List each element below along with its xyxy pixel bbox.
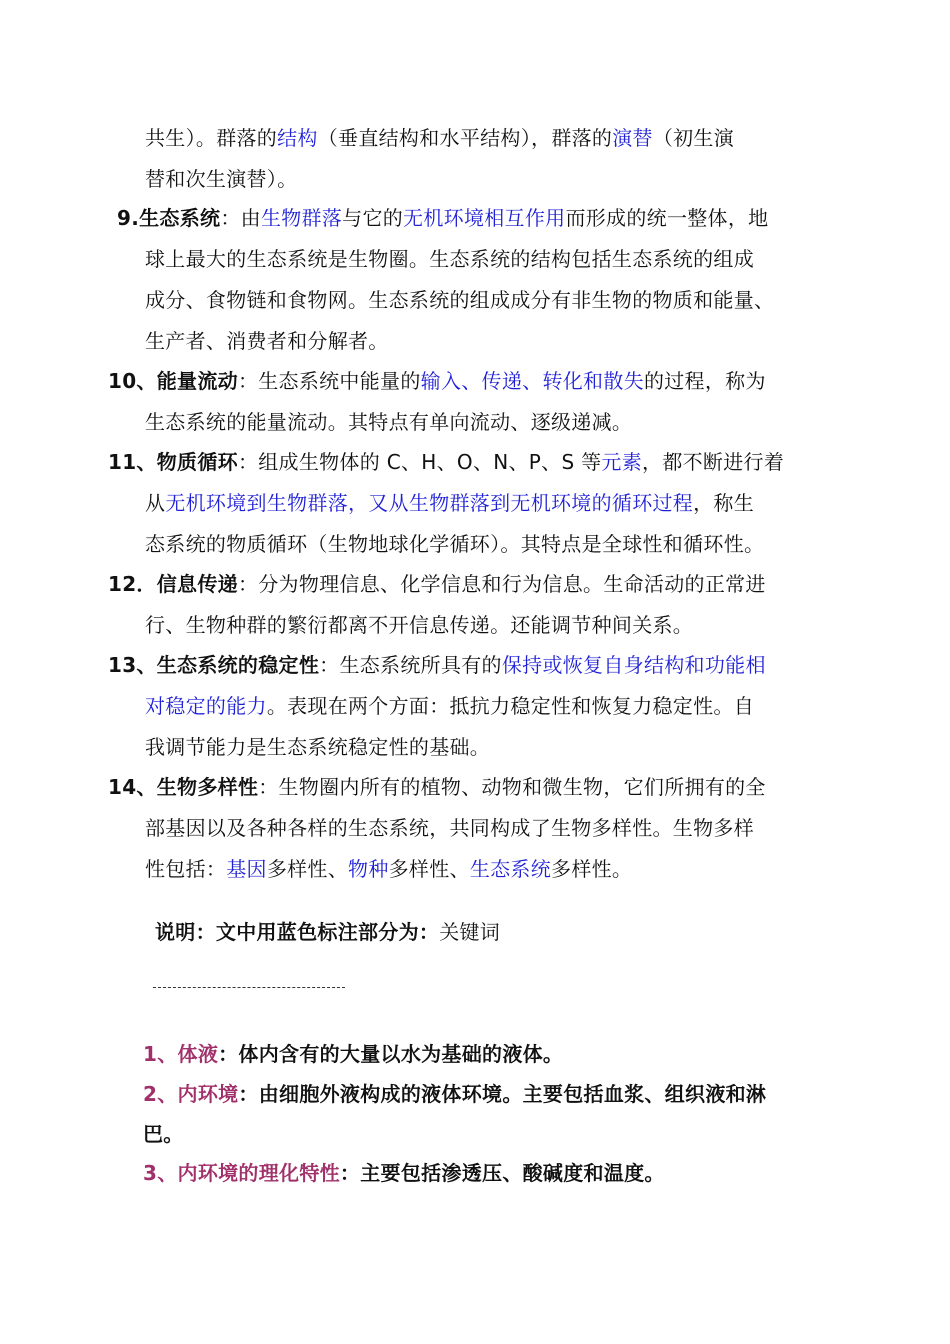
term-heading: 2、内环境 [143, 1082, 239, 1106]
keyword-highlight: 元素 [601, 450, 643, 474]
term-heading: 1、体液 [143, 1042, 219, 1066]
text-line [145, 489, 754, 517]
text-segment: ：生物圈内所有的植物、动物和微生物，它们所拥有的全 [258, 775, 766, 799]
text-segment: 态系统的物质循环（生物地球化学循环）。其特点是全球性和循环性。 [145, 532, 765, 556]
text-line [143, 1159, 665, 1187]
text-segment: 我调节能力是生态系统稳定性的基础。 [145, 735, 491, 759]
keyword-highlight: 结构 [277, 126, 318, 150]
text-line [145, 692, 754, 720]
text-segment: 与它的 [342, 206, 404, 230]
text-line [145, 124, 734, 152]
text-line [145, 327, 389, 355]
text-segment: ，都不断进行着 [642, 450, 785, 474]
text-segment: 共生）。群落的 [145, 126, 278, 150]
text-line [155, 918, 500, 946]
text-line [145, 408, 632, 436]
text-line [117, 204, 768, 232]
text-line [145, 165, 297, 193]
keyword-highlight: 生态系统 [469, 857, 552, 881]
text-segment: 关键词 [439, 920, 501, 944]
keyword-highlight: 基因 [226, 857, 267, 881]
text-line [108, 651, 766, 679]
text-segment: 性包括： [145, 857, 227, 881]
keyword-highlight: 对稳定的能力 [145, 694, 267, 718]
keyword-highlight: 无机环境相互作用 [403, 206, 566, 230]
text-line [108, 773, 766, 801]
text-segment: 部基因以及各种各样的生态系统，共同构成了生物多样性。生物多样 [145, 816, 754, 840]
text-segment: 行、生物种群的繁衍都离不开信息传递。还能调节种间关系。 [145, 613, 694, 637]
text-line [145, 611, 693, 639]
term-heading: 说明：文中用蓝色标注部分为： [155, 920, 440, 944]
keyword-highlight: 物种 [348, 857, 389, 881]
keyword-highlight: 生物群落 [260, 206, 343, 230]
text-segment: 而形成的统一整体，地 [565, 206, 769, 230]
keyword-highlight: 无机环境到生物群落，又从生物群落到无机环境的循环过程 [165, 491, 694, 515]
term-heading: 11、物质循环 [108, 450, 238, 474]
text-segment: 的过程，称为 [643, 369, 766, 393]
text-segment: （垂直结构和水平结构），群落的 [317, 126, 613, 150]
text-line [145, 814, 754, 842]
text-segment: 生态系统的能量流动。其特点有单向流动、逐级递减。 [145, 410, 633, 434]
keyword-highlight: 保持或恢复自身结构和功能相 [501, 653, 766, 677]
text-segment: 多样性、 [388, 857, 470, 881]
term-heading: 13、生态系统的稳定性 [108, 653, 320, 677]
term-heading: 14、生物多样性 [108, 775, 259, 799]
keyword-highlight: 演替 [612, 126, 653, 150]
text-segment: ：由 [220, 206, 261, 230]
term-heading: ：体内含有的大量以水为基础的液体。 [218, 1042, 564, 1066]
section-divider [153, 987, 345, 988]
text-segment: 多样性。 [551, 857, 633, 881]
text-segment: ，称生 [693, 491, 755, 515]
text-segment: ：组成生物体的 C、H、O、N、P、S 等 [237, 450, 602, 474]
keyword-highlight: 输入、传递、转化和散失 [420, 369, 644, 393]
text-line [145, 855, 632, 883]
text-line [108, 448, 784, 476]
term-heading: ：主要包括渗透压、酸碱度和温度。 [339, 1161, 665, 1185]
text-segment: ：生态系统中能量的 [237, 369, 421, 393]
term-heading: 3、内环境的理化特性 [143, 1161, 340, 1185]
term-heading: 10、能量流动 [108, 369, 238, 393]
text-line [145, 733, 490, 761]
text-segment: ：生态系统所具有的 [319, 653, 502, 677]
text-segment: 从 [145, 491, 166, 515]
term-heading: 9.生态系统 [117, 206, 221, 230]
text-segment: 球上最大的生态系统是生物圈。生态系统的结构包括生态系统的组成 [145, 247, 754, 271]
term-heading: 12．信息传递 [108, 572, 238, 596]
text-line [143, 1080, 766, 1108]
text-segment: 。表现在两个方面：抵抗力稳定性和恢复力稳定性。自 [266, 694, 755, 718]
text-line [108, 367, 766, 395]
text-line [145, 286, 774, 314]
text-segment: 成分、食物链和食物网。生态系统的组成成分有非生物的物质和能量、 [145, 288, 775, 312]
text-line [143, 1120, 184, 1148]
term-heading: 巴。 [143, 1122, 184, 1146]
text-line [108, 570, 766, 598]
text-line [145, 245, 754, 273]
term-heading: ：由细胞外液构成的液体环境。主要包括血浆、组织液和淋 [238, 1082, 767, 1106]
text-segment: 生产者、消费者和分解者。 [145, 329, 389, 353]
text-segment: ：分为物理信息、化学信息和行为信息。生命活动的正常进 [237, 572, 766, 596]
text-segment: 替和次生演替）。 [145, 167, 298, 191]
text-line [143, 1040, 563, 1068]
text-line [145, 530, 764, 558]
text-segment: 多样性、 [266, 857, 349, 881]
text-segment: （初生演 [652, 126, 735, 150]
